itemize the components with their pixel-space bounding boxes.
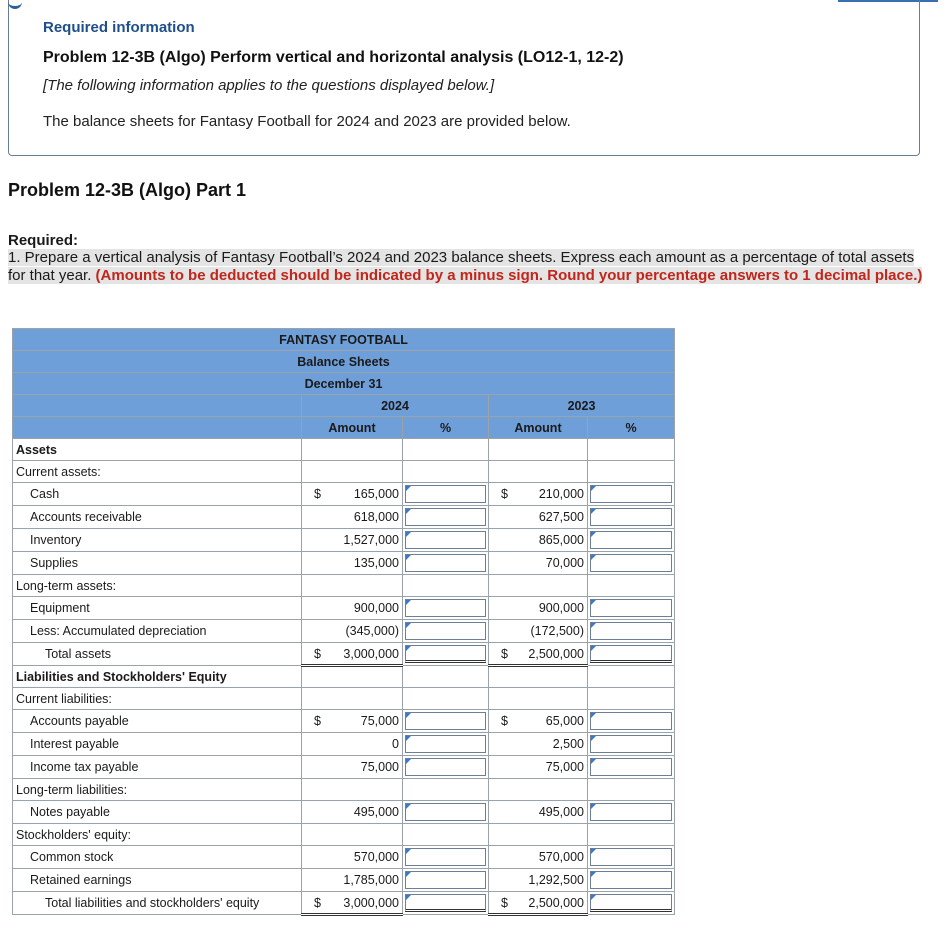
percent-cell-2023 bbox=[588, 733, 675, 756]
year-2023-header: 2023 bbox=[489, 395, 675, 417]
empty-cell bbox=[489, 461, 588, 483]
amount-2024 bbox=[302, 529, 403, 552]
percent-input-2023[interactable] bbox=[590, 531, 672, 549]
percent-input-2024[interactable] bbox=[405, 803, 486, 821]
amount-value: 865,000 bbox=[538, 533, 584, 547]
row-label: Notes payable bbox=[13, 801, 302, 824]
table-row bbox=[13, 733, 675, 756]
amount-2024 bbox=[302, 506, 403, 529]
row-label: Accounts receivable bbox=[13, 506, 302, 529]
header-blank bbox=[13, 395, 302, 417]
amount-value: 495,000 bbox=[538, 805, 584, 819]
required-label: Required: bbox=[8, 232, 79, 249]
balance-sheet-table bbox=[12, 328, 675, 916]
amount-2024 bbox=[302, 869, 403, 892]
statement-date: December 31 bbox=[13, 373, 675, 395]
row-label: Retained earnings bbox=[13, 869, 302, 892]
table-row bbox=[13, 575, 675, 597]
amount-2023 bbox=[489, 620, 588, 643]
table-row bbox=[13, 529, 675, 552]
empty-cell bbox=[302, 461, 403, 483]
row-label: Long-term liabilities: bbox=[13, 779, 302, 801]
percent-cell-2024 bbox=[403, 643, 489, 666]
dollar-sign: $ bbox=[314, 714, 321, 728]
amount-2023 bbox=[489, 552, 588, 575]
empty-cell bbox=[302, 439, 403, 461]
table-row bbox=[13, 824, 675, 846]
amount-value: 1,527,000 bbox=[343, 533, 399, 547]
percent-cell-2023 bbox=[588, 620, 675, 643]
percent-input-2023[interactable] bbox=[590, 554, 672, 572]
empty-cell bbox=[489, 439, 588, 461]
amount-value: 2,500,000 bbox=[528, 646, 584, 661]
amount-value: 570,000 bbox=[353, 850, 399, 864]
amount-header-2023: Amount bbox=[489, 417, 588, 439]
empty-cell bbox=[588, 461, 675, 483]
table-row bbox=[13, 552, 675, 575]
row-label: Supplies bbox=[13, 552, 302, 575]
percent-input-2023[interactable] bbox=[590, 622, 672, 640]
row-label: Liabilities and Stockholders' Equity bbox=[13, 666, 302, 688]
dollar-sign: $ bbox=[314, 646, 321, 661]
percent-cell-2023 bbox=[588, 801, 675, 824]
amount-2024 bbox=[302, 552, 403, 575]
amount-2023 bbox=[489, 710, 588, 733]
table-row bbox=[13, 869, 675, 892]
percent-input-2024[interactable] bbox=[405, 894, 486, 912]
amount-2024 bbox=[302, 620, 403, 643]
amount-2023 bbox=[489, 869, 588, 892]
problem-title: Problem 12-3B (Algo) Perform vertical and horizontal analysis (LO12-1, 12-2) bbox=[43, 49, 624, 66]
amount-value: 627,500 bbox=[538, 510, 584, 524]
empty-cell bbox=[403, 461, 489, 483]
percent-input-2023[interactable] bbox=[590, 848, 672, 866]
table-row bbox=[13, 643, 675, 666]
amount-value: 70,000 bbox=[545, 556, 584, 570]
year-2024-header: 2024 bbox=[302, 395, 489, 417]
amount-value: (345,000) bbox=[345, 624, 399, 638]
percent-input-2024[interactable] bbox=[405, 645, 486, 663]
percent-cell-2023 bbox=[588, 529, 675, 552]
percent-input-2024[interactable] bbox=[405, 735, 486, 753]
table-row bbox=[13, 892, 675, 915]
amount-2024 bbox=[302, 710, 403, 733]
percent-cell-2024 bbox=[403, 801, 489, 824]
amount-2023 bbox=[489, 529, 588, 552]
percent-input-2024[interactable] bbox=[405, 871, 486, 889]
company-name: FANTASY FOOTBALL bbox=[13, 329, 675, 351]
header-blank bbox=[13, 417, 302, 439]
amount-value: 135,000 bbox=[353, 556, 399, 570]
percent-cell-2024 bbox=[403, 620, 489, 643]
percent-cell-2023 bbox=[588, 846, 675, 869]
amount-value: 900,000 bbox=[538, 601, 584, 615]
table-row bbox=[13, 710, 675, 733]
amount-value: 210,000 bbox=[538, 487, 584, 501]
percent-cell-2024 bbox=[403, 552, 489, 575]
percent-cell-2024 bbox=[403, 733, 489, 756]
percent-cell-2024 bbox=[403, 483, 489, 506]
amount-2023 bbox=[489, 846, 588, 869]
empty-cell bbox=[588, 824, 675, 846]
empty-cell bbox=[588, 688, 675, 710]
percent-input-2023[interactable] bbox=[590, 508, 672, 526]
row-label: Assets bbox=[13, 439, 302, 461]
amount-2023 bbox=[489, 483, 588, 506]
empty-cell bbox=[489, 824, 588, 846]
panel-corner-accent bbox=[8, 0, 22, 9]
table-row bbox=[13, 688, 675, 710]
empty-cell bbox=[489, 575, 588, 597]
empty-cell bbox=[588, 575, 675, 597]
table-row bbox=[13, 439, 675, 461]
empty-cell bbox=[489, 666, 588, 688]
percent-input-2024[interactable] bbox=[405, 848, 486, 866]
amount-value: 618,000 bbox=[353, 510, 399, 524]
row-label: Income tax payable bbox=[13, 756, 302, 779]
amount-2024 bbox=[302, 801, 403, 824]
table-row bbox=[13, 801, 675, 824]
empty-cell bbox=[403, 824, 489, 846]
amount-2023 bbox=[489, 733, 588, 756]
empty-cell bbox=[302, 575, 403, 597]
amount-value: 2,500,000 bbox=[528, 895, 584, 910]
amount-value: 2,500 bbox=[552, 737, 584, 751]
percent-input-2024[interactable] bbox=[405, 622, 486, 640]
row-label: Common stock bbox=[13, 846, 302, 869]
percent-input-2024[interactable] bbox=[405, 485, 486, 503]
required-text: 1. Prepare a vertical analysis of Fantasy Football’s 2024 and 2023 balance sheets. Express each amount as a percentage of total assets for that year. bbox=[8, 249, 915, 284]
dollar-sign: $ bbox=[314, 895, 321, 910]
required-instructions bbox=[8, 249, 933, 285]
percent-input-2023[interactable] bbox=[590, 894, 672, 912]
dollar-sign: $ bbox=[501, 895, 508, 910]
amount-2023 bbox=[489, 597, 588, 620]
amount-value: 570,000 bbox=[538, 850, 584, 864]
empty-cell bbox=[403, 688, 489, 710]
row-label: Interest payable bbox=[13, 733, 302, 756]
percent-cell-2024 bbox=[403, 506, 489, 529]
amount-2024 bbox=[302, 846, 403, 869]
percent-cell-2024 bbox=[403, 869, 489, 892]
percent-cell-2024 bbox=[403, 597, 489, 620]
table-row bbox=[13, 506, 675, 529]
percent-cell-2023 bbox=[588, 756, 675, 779]
percent-cell-2023 bbox=[588, 710, 675, 733]
percent-input-2023[interactable] bbox=[590, 803, 672, 821]
percent-input-2024[interactable] bbox=[405, 508, 486, 526]
amount-2024 bbox=[302, 733, 403, 756]
amount-value: 1,292,500 bbox=[528, 873, 584, 887]
percent-input-2024[interactable] bbox=[405, 599, 486, 617]
percent-input-2023[interactable] bbox=[590, 758, 672, 776]
row-label: Current liabilities: bbox=[13, 688, 302, 710]
empty-cell bbox=[403, 439, 489, 461]
amount-value: 75,000 bbox=[360, 714, 399, 728]
amount-value: 900,000 bbox=[353, 601, 399, 615]
row-label: Current assets: bbox=[13, 461, 302, 483]
percent-input-2023[interactable] bbox=[590, 485, 672, 503]
amount-value: 75,000 bbox=[545, 760, 584, 774]
percent-cell-2024 bbox=[403, 710, 489, 733]
row-label: Cash bbox=[13, 483, 302, 506]
required-information-heading: Required information bbox=[43, 19, 195, 36]
percent-input-2023[interactable] bbox=[590, 735, 672, 753]
applies-note: [The following information applies to the questions displayed below.] bbox=[43, 77, 495, 94]
amount-2024 bbox=[302, 597, 403, 620]
amount-2024 bbox=[302, 756, 403, 779]
row-label: Total assets bbox=[13, 643, 302, 666]
amount-value: 0 bbox=[392, 737, 399, 751]
amount-2023 bbox=[489, 506, 588, 529]
amount-value: 1,785,000 bbox=[343, 873, 399, 887]
percent-cell-2024 bbox=[403, 846, 489, 869]
amount-2023 bbox=[489, 892, 588, 915]
amount-2024 bbox=[302, 892, 403, 915]
empty-cell bbox=[588, 666, 675, 688]
amount-value: (172,500) bbox=[530, 624, 584, 638]
empty-cell bbox=[588, 439, 675, 461]
percent-cell-2024 bbox=[403, 756, 489, 779]
percent-cell-2024 bbox=[403, 529, 489, 552]
table-row bbox=[13, 620, 675, 643]
empty-cell bbox=[302, 688, 403, 710]
percent-input-2024[interactable] bbox=[405, 531, 486, 549]
table-row bbox=[13, 666, 675, 688]
percent-input-2024[interactable] bbox=[405, 758, 486, 776]
amount-2023 bbox=[489, 801, 588, 824]
pct-header-2024: % bbox=[403, 417, 489, 439]
amount-value: 65,000 bbox=[545, 714, 584, 728]
empty-cell bbox=[403, 575, 489, 597]
percent-cell-2023 bbox=[588, 892, 675, 915]
amount-2023 bbox=[489, 756, 588, 779]
percent-input-2023[interactable] bbox=[590, 645, 672, 663]
percent-cell-2023 bbox=[588, 597, 675, 620]
dollar-sign: $ bbox=[501, 646, 508, 661]
dollar-sign: $ bbox=[501, 487, 508, 501]
amount-value: 495,000 bbox=[353, 805, 399, 819]
empty-cell bbox=[588, 779, 675, 801]
percent-input-2023[interactable] bbox=[590, 599, 672, 617]
amount-2024 bbox=[302, 643, 403, 666]
table-row bbox=[13, 779, 675, 801]
table-row bbox=[13, 461, 675, 483]
empty-cell bbox=[403, 779, 489, 801]
empty-cell bbox=[403, 666, 489, 688]
row-label: Total liabilities and stockholders' equity bbox=[13, 892, 302, 915]
problem-description: The balance sheets for Fantasy Football for 2024 and 2023 are provided below. bbox=[43, 113, 571, 130]
part-title: Problem 12-3B (Algo) Part 1 bbox=[8, 180, 247, 200]
amount-value: 75,000 bbox=[360, 760, 399, 774]
pct-header-2023: % bbox=[588, 417, 675, 439]
dollar-sign: $ bbox=[314, 487, 321, 501]
percent-cell-2023 bbox=[588, 869, 675, 892]
percent-cell-2023 bbox=[588, 643, 675, 666]
table-row bbox=[13, 756, 675, 779]
percent-cell-2023 bbox=[588, 483, 675, 506]
row-label: Accounts payable bbox=[13, 710, 302, 733]
empty-cell bbox=[489, 688, 588, 710]
amount-2024 bbox=[302, 483, 403, 506]
statement-name: Balance Sheets bbox=[13, 351, 675, 373]
percent-input-2023[interactable] bbox=[590, 871, 672, 889]
table-row bbox=[13, 846, 675, 869]
row-label: Less: Accumulated depreciation bbox=[13, 620, 302, 643]
empty-cell bbox=[302, 666, 403, 688]
percent-input-2024[interactable] bbox=[405, 554, 486, 572]
row-label: Equipment bbox=[13, 597, 302, 620]
percent-input-2024[interactable] bbox=[405, 712, 486, 730]
row-label: Stockholders' equity: bbox=[13, 824, 302, 846]
amount-header-2024: Amount bbox=[302, 417, 403, 439]
empty-cell bbox=[302, 824, 403, 846]
amount-2023 bbox=[489, 643, 588, 666]
percent-cell-2023 bbox=[588, 506, 675, 529]
amount-value: 3,000,000 bbox=[343, 895, 399, 910]
amount-value: 165,000 bbox=[353, 487, 399, 501]
table-row bbox=[13, 483, 675, 506]
required-instruction-red: (Amounts to be deducted should be indicated by a minus sign. Round your percentage answers to 1 decimal place.) bbox=[95, 267, 923, 284]
dollar-sign: $ bbox=[501, 714, 508, 728]
percent-cell-2023 bbox=[588, 552, 675, 575]
amount-value: 3,000,000 bbox=[343, 646, 399, 661]
percent-cell-2024 bbox=[403, 892, 489, 915]
empty-cell bbox=[302, 779, 403, 801]
row-label: Long-term assets: bbox=[13, 575, 302, 597]
percent-input-2023[interactable] bbox=[590, 712, 672, 730]
empty-cell bbox=[489, 779, 588, 801]
table-row bbox=[13, 597, 675, 620]
row-label: Inventory bbox=[13, 529, 302, 552]
